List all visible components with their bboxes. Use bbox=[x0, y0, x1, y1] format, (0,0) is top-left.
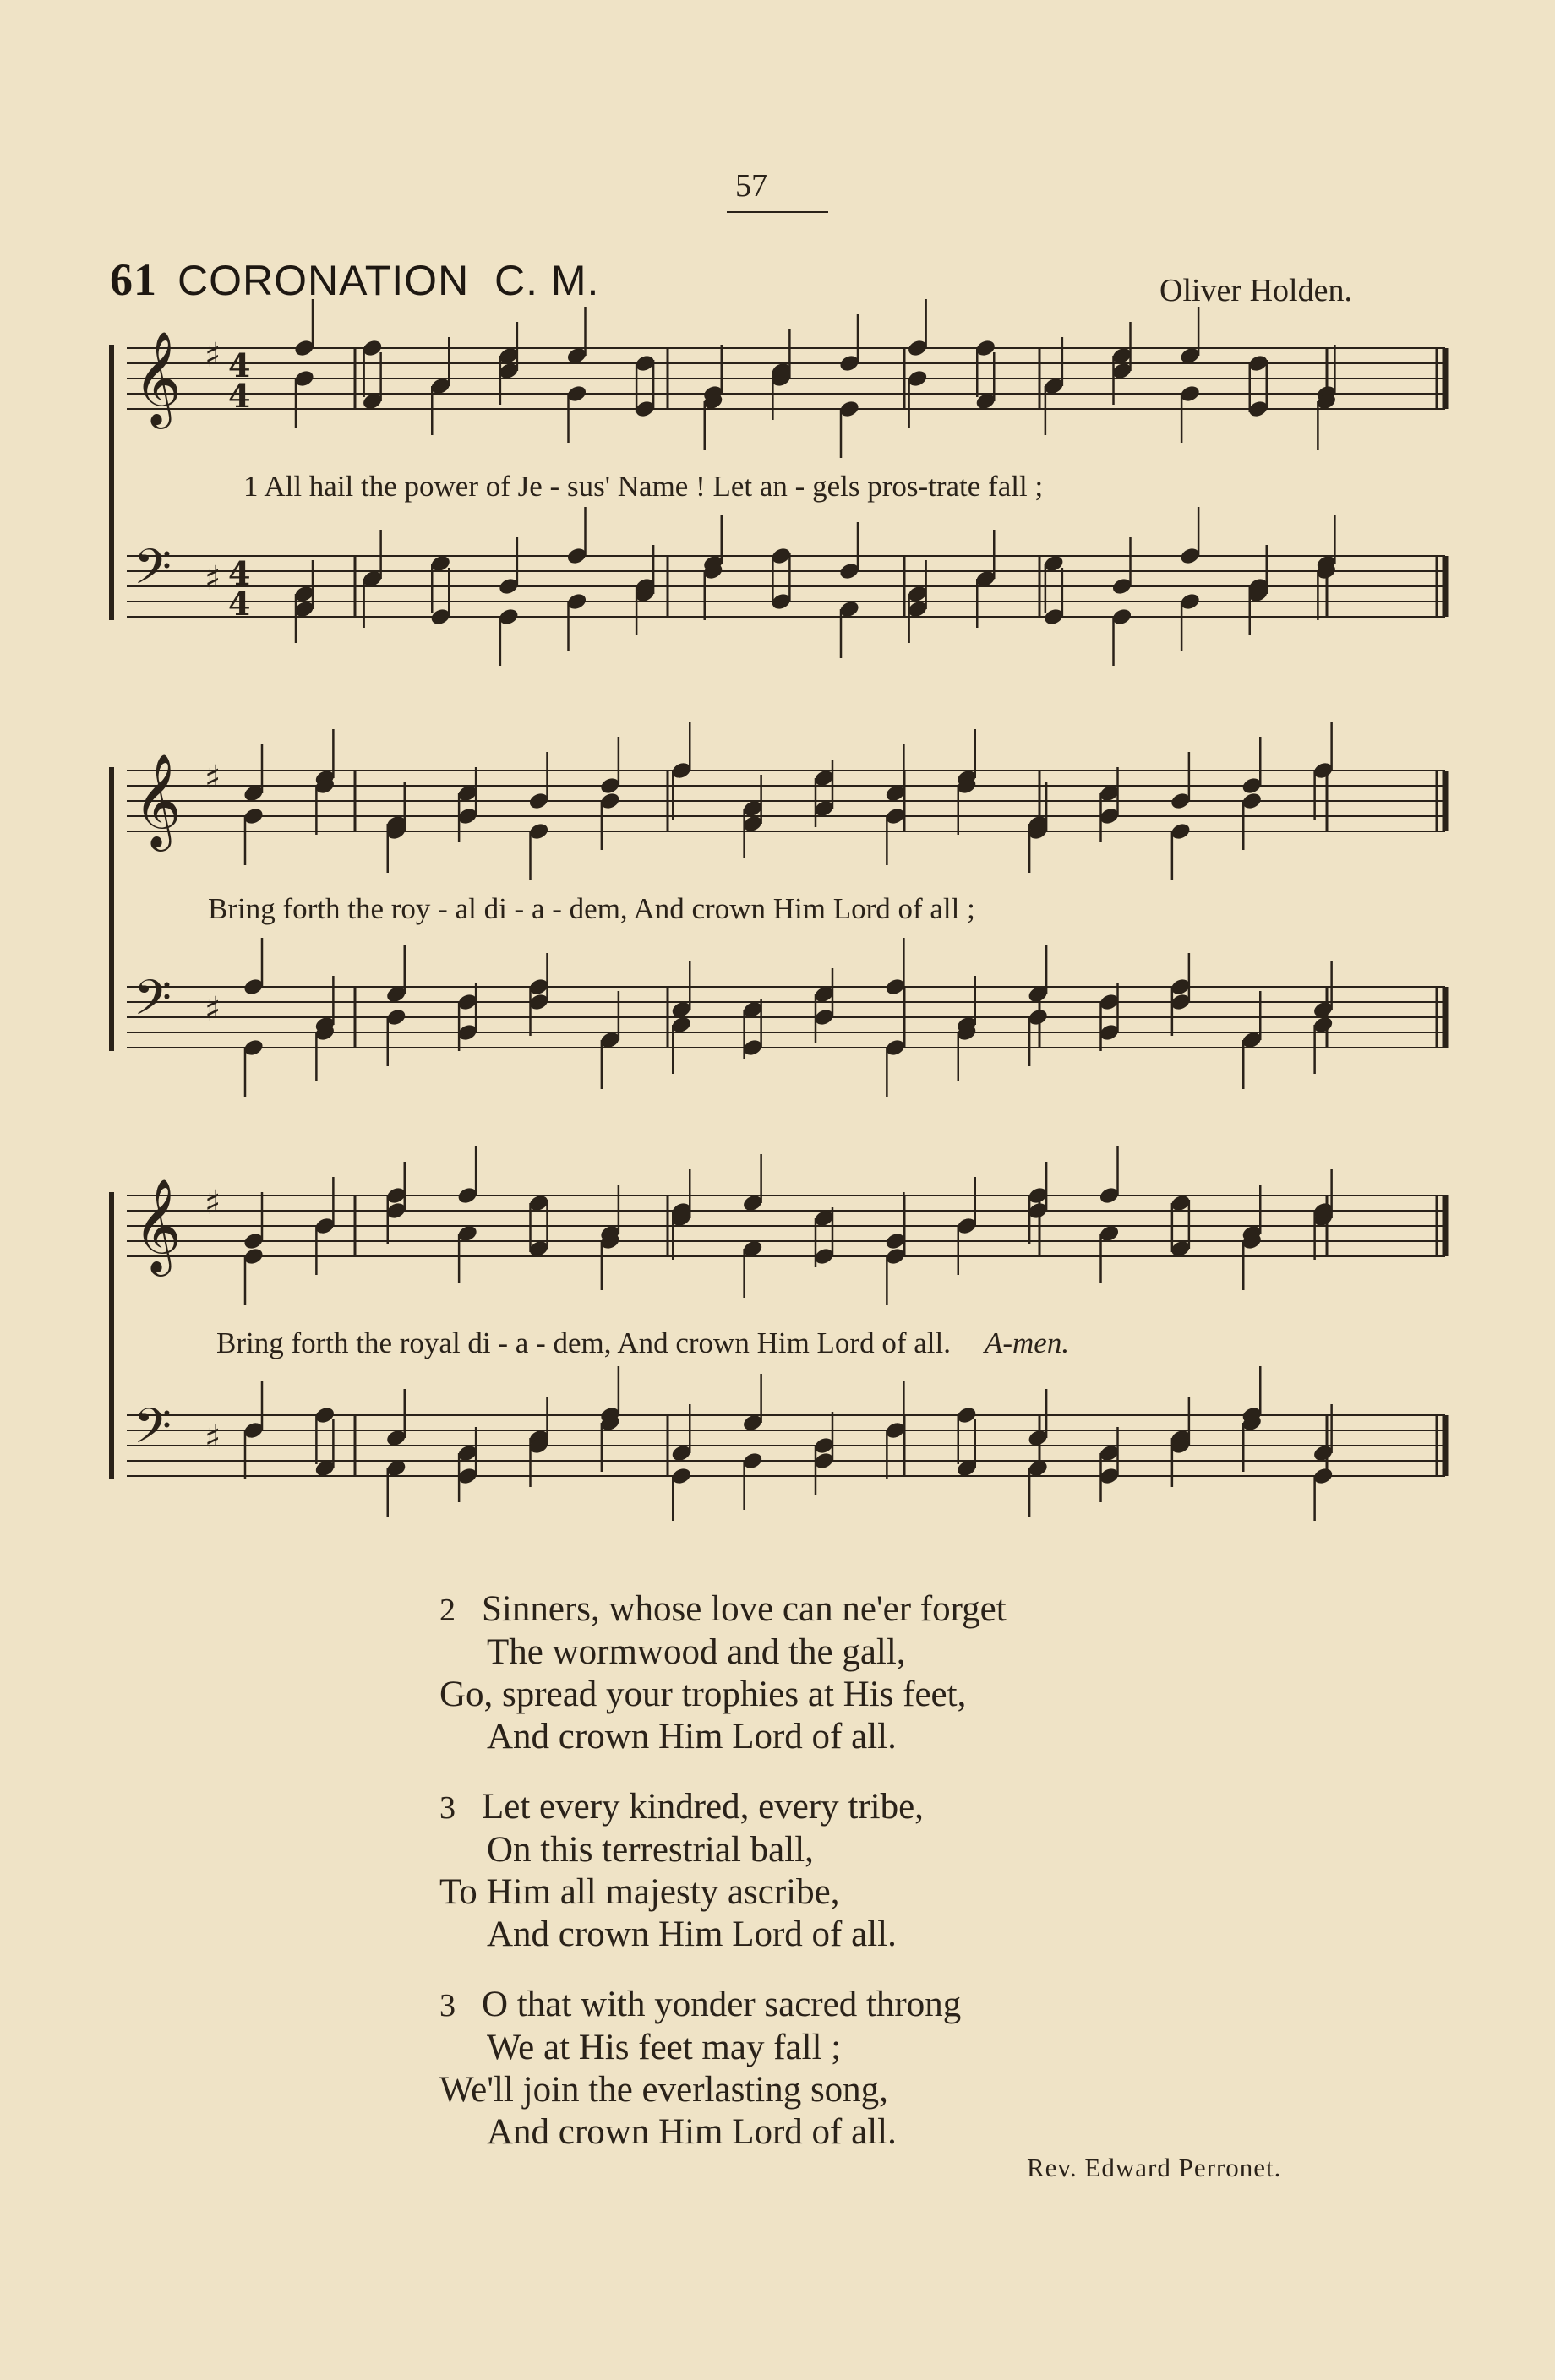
sharp-icon: ♯ bbox=[205, 336, 221, 375]
sharp-icon: ♯ bbox=[205, 759, 221, 798]
time-signature: 4 bbox=[228, 585, 251, 623]
sharp-icon: ♯ bbox=[205, 559, 221, 598]
verse-text: To Him all majesty ascribe, bbox=[439, 1872, 840, 1912]
verse-line bbox=[439, 1786, 1007, 1829]
verse-line bbox=[439, 2111, 1007, 2154]
composer: Oliver Holden. bbox=[1159, 273, 1352, 308]
verse-line bbox=[439, 1588, 1007, 1631]
time-signature: 4 bbox=[228, 554, 251, 592]
hymn-title: CORONATION bbox=[177, 257, 470, 304]
bass-clef-icon: 𝄢 bbox=[134, 969, 172, 1038]
verse-line bbox=[439, 1631, 1007, 1674]
treble-clef-icon: 𝄞 bbox=[134, 1178, 182, 1272]
time-signature: 4 bbox=[228, 346, 251, 384]
lyrics-line-3 bbox=[216, 1326, 1069, 1360]
stanza-number: 3 bbox=[439, 1790, 456, 1826]
time-signature: 4 bbox=[228, 377, 251, 415]
verse-text: O that with yonder sacred throng bbox=[482, 1985, 962, 2024]
verse-text: Sinners, whose love can ne'er forget bbox=[482, 1589, 1007, 1629]
bass-clef-icon: 𝄢 bbox=[134, 1397, 172, 1467]
verse-text: And crown Him Lord of all. bbox=[487, 2112, 897, 2152]
stanza bbox=[439, 1984, 1007, 2154]
verse-line bbox=[439, 1984, 1007, 2027]
stanza bbox=[439, 1588, 1007, 1758]
sharp-icon: ♯ bbox=[205, 1419, 221, 1457]
verse-line bbox=[439, 2027, 1007, 2069]
hymn-number: 61 bbox=[110, 254, 157, 305]
lyrics-line-3-text: Bring forth the royal di - a - dem, And crown Him Lord of all. bbox=[216, 1326, 951, 1359]
verse-line bbox=[439, 1871, 1007, 1914]
verse-line bbox=[439, 1674, 1007, 1716]
lyrics-line-1: 1 All hail the power of Je - sus' Name ! Let an - gels pros-trate fall ; bbox=[243, 470, 1044, 503]
treble-clef-icon: 𝄞 bbox=[134, 330, 182, 425]
verse-line bbox=[439, 1914, 1007, 1956]
lyrics-line-2: Bring forth the roy - al di - a - dem, And crown Him Lord of all ; bbox=[208, 892, 975, 925]
amen: A-men. bbox=[984, 1326, 1070, 1359]
verse-line bbox=[439, 1829, 1007, 1871]
author: Rev. Edward Perronet. bbox=[1027, 2153, 1282, 2182]
verses bbox=[439, 1588, 1007, 2181]
verse-text: The wormwood and the gall, bbox=[487, 1632, 906, 1672]
verse-text: We'll join the everlasting song, bbox=[439, 2070, 888, 2110]
stanza-number: 2 bbox=[439, 1593, 456, 1628]
sharp-icon: ♯ bbox=[205, 990, 221, 1029]
verse-line bbox=[439, 1716, 1007, 1758]
stanza-number: 3 bbox=[439, 1988, 456, 2023]
stanza bbox=[439, 1786, 1007, 1956]
verse-text: And crown Him Lord of all. bbox=[487, 1717, 897, 1756]
treble-clef-icon: 𝄞 bbox=[134, 753, 182, 847]
bass-clef-icon: 𝄢 bbox=[134, 538, 172, 607]
hymn-meter: C. M. bbox=[494, 257, 600, 304]
verse-text: And crown Him Lord of all. bbox=[487, 1914, 897, 1954]
verse-text: We at His feet may fall ; bbox=[487, 2028, 842, 2067]
sharp-icon: ♯ bbox=[205, 1184, 221, 1223]
verse-line bbox=[439, 2069, 1007, 2111]
verse-text: Let every kindred, every tribe, bbox=[482, 1787, 924, 1827]
verse-text: Go, spread your trophies at His feet, bbox=[439, 1675, 967, 1714]
verse-text: On this terrestrial ball, bbox=[487, 1830, 814, 1870]
page-number: 57 bbox=[735, 168, 767, 204]
